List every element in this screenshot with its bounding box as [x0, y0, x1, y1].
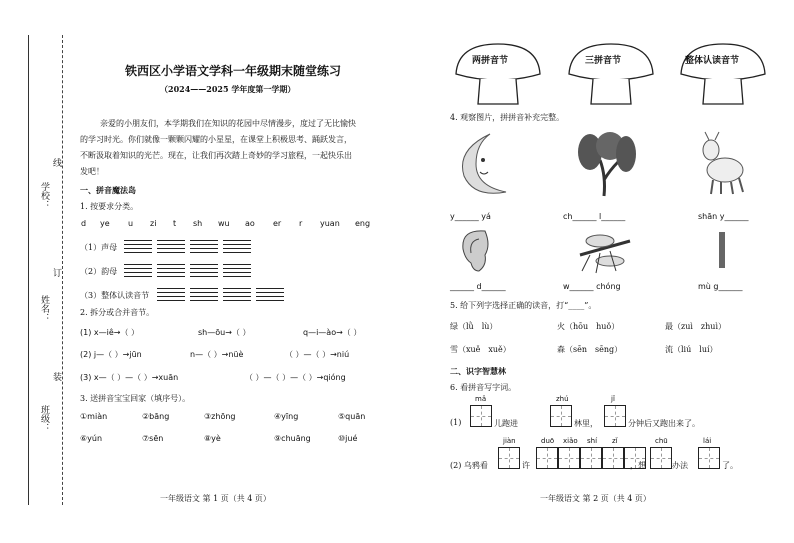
char-grid[interactable] — [580, 447, 602, 469]
mushroom-two-syllable — [450, 40, 546, 112]
question-2: 2. 拆分或合并音节。 — [80, 308, 155, 317]
pinyin-label: jǐ — [611, 395, 615, 403]
line-2-text-c: ，想 — [630, 461, 646, 470]
blank-5[interactable]: w______ chóng — [563, 282, 621, 291]
blank-6[interactable]: mù g______ — [698, 282, 743, 291]
char-grid[interactable] — [558, 447, 580, 469]
category-finals: （2）韵母 — [80, 267, 118, 276]
option-item: ⑧yè — [204, 434, 221, 443]
mushroom-label-1: 两拼音节 — [472, 56, 509, 66]
question-4: 4. 观察图片，拼拼音补充完整。 — [450, 113, 565, 122]
char-grid[interactable] — [650, 447, 672, 469]
split-row-2b: n—（ ）→nüè — [190, 350, 244, 359]
writing-lines[interactable] — [256, 288, 284, 304]
mushroom-label-3: 整体认读音节 — [685, 56, 740, 66]
line-char: 线 — [51, 158, 61, 167]
pron-choice[interactable]: 雪（xuě xuě） — [450, 345, 511, 354]
category-initials: （1）声母 — [80, 243, 118, 252]
class-label: 班级： — [39, 405, 49, 432]
blank-4[interactable]: ______ d______ — [450, 282, 506, 291]
line-1-text-a: 儿跑进 — [494, 419, 518, 428]
letter-item: u — [128, 219, 134, 228]
writing-lines[interactable] — [190, 240, 218, 256]
blank-2[interactable]: ch______ l______ — [563, 212, 626, 221]
option-item: ⑩jué — [338, 434, 358, 443]
writing-lines[interactable] — [190, 264, 218, 280]
blank-1[interactable]: y______ yá — [450, 212, 491, 221]
letter-item: yuan — [320, 219, 340, 228]
split-row-1b: sh—ōu→（ ） — [198, 328, 251, 337]
option-item: ①miàn — [80, 412, 108, 421]
letter-item: zi — [150, 219, 157, 228]
writing-lines[interactable] — [223, 288, 251, 304]
page-subtitle: （2024——2025 学年度第一学期） — [160, 84, 296, 94]
question-3: 3. 送拼音宝宝回家（填序号）。 — [80, 394, 191, 403]
line-2-text-e: 了。 — [722, 461, 738, 470]
char-grid[interactable] — [550, 405, 572, 427]
pron-choice[interactable]: 森（sēn sēng） — [557, 345, 623, 354]
goat-icon — [695, 130, 755, 198]
option-item: ⑤quān — [338, 412, 366, 421]
mosquito-icon — [570, 225, 640, 275]
option-item: ⑦sēn — [142, 434, 164, 443]
mushroom-icon — [675, 40, 771, 108]
split-row-2a: (2) j—（ ）→jūn — [80, 350, 142, 359]
letter-item: d — [81, 219, 87, 228]
char-grid[interactable] — [602, 447, 624, 469]
pinyin-label: chū — [655, 437, 668, 445]
writing-lines[interactable] — [157, 240, 185, 256]
mushroom-label-2: 三拼音节 — [585, 56, 622, 66]
option-item: ④yīng — [274, 412, 299, 421]
name-label: 姓名： — [39, 295, 49, 322]
letter-item: eng — [355, 219, 371, 228]
split-row-3a: (3) x—（ ）—（ ）→xuān — [80, 373, 179, 382]
split-row-2c: （ ）—（ ）→niú — [285, 350, 350, 359]
intro-line-3: 不断汲取着知识的光芒。现在，让我们再次踏上奇妙的学习旅程，一起快乐出 — [80, 151, 352, 160]
option-item: ⑥yún — [80, 434, 103, 443]
page-2-footer: 一年级语文 第 2 页（共 4 页） — [540, 494, 651, 503]
page-1-footer: 一年级语文 第 1 页（共 4 页） — [160, 494, 271, 503]
writing-lines[interactable] — [157, 288, 185, 304]
line-2-text-d: 办法 — [672, 461, 688, 470]
option-item: ⑨chuāng — [274, 434, 311, 443]
pinyin-label: lái — [703, 437, 712, 445]
mushroom-icon — [450, 40, 546, 108]
line-1-text-b: 林里， — [574, 419, 598, 428]
blank-3[interactable]: shān y______ — [698, 212, 749, 221]
letter-item: r — [299, 219, 303, 228]
writing-lines[interactable] — [124, 240, 152, 256]
split-row-1a: (1) x—iê→（ ） — [80, 328, 139, 337]
moon-icon — [450, 130, 510, 198]
split-row-1c: q—i—ào→（ ） — [303, 328, 362, 337]
pinyin-label: duō — [541, 437, 555, 445]
letter-item: wu — [218, 219, 230, 228]
pron-choice[interactable]: 流（liú luí） — [665, 345, 718, 354]
pinyin-label: zhú — [556, 395, 569, 403]
char-grid[interactable] — [470, 405, 492, 427]
char-grid[interactable] — [698, 447, 720, 469]
split-row-3b: （ ）—（ ）—（ ）→qióng — [245, 373, 346, 382]
line-1-text-c: 分钟后又跑出来了。 — [628, 419, 700, 428]
ear-icon — [455, 225, 495, 275]
letter-item: sh — [193, 219, 203, 228]
question-1: 1. 按要求分类。 — [80, 202, 139, 211]
letter-item: er — [273, 219, 282, 228]
pron-choice[interactable]: 火（hōu huǒ） — [557, 322, 620, 331]
intro-line-2: 的学习时光。你们就像一颗颗闪耀的小星星，在课堂上积极思考、踊跃发言， — [80, 135, 352, 144]
binding-line-2 — [28, 35, 29, 505]
question-5: 5. 给下列字选择正确的读音，打“____”。 — [450, 301, 597, 310]
pinyin-label: mǎ — [475, 395, 487, 403]
pron-choice[interactable]: 最（zuì zhuì） — [665, 322, 727, 331]
writing-lines[interactable] — [223, 264, 251, 280]
char-grid[interactable] — [498, 447, 520, 469]
line-2-text-b: 许 — [522, 461, 530, 470]
char-grid[interactable] — [536, 447, 558, 469]
zhuang-char: 装 — [51, 372, 61, 381]
pinyin-label: zǐ — [612, 437, 618, 445]
mushroom-icon — [563, 40, 659, 108]
ding-char: 订 — [51, 268, 61, 277]
school-label: 学校： — [39, 182, 49, 209]
letter-item: ao — [245, 219, 255, 228]
stick-icon — [716, 232, 730, 270]
writing-lines[interactable] — [124, 264, 152, 280]
pinyin-label: xiǎo — [563, 437, 578, 445]
mushroom-three-syllable — [563, 40, 659, 112]
option-item: ③zhōng — [204, 412, 236, 421]
category-whole-syllables: （3）整体认读音节 — [80, 291, 150, 300]
char-grid[interactable] — [604, 405, 626, 427]
pinyin-label: jiàn — [503, 437, 516, 445]
intro-line-4: 发吧！ — [80, 167, 104, 176]
page-title: 铁西区小学语文学科一年级期末随堂练习 — [125, 64, 342, 78]
section-2-title: 二、识字智慧林 — [450, 367, 506, 376]
intro-line-1: 亲爱的小朋友们，本学期我们在知识的花园中尽情漫步，度过了无比愉快 — [100, 119, 356, 128]
writing-lines[interactable] — [223, 240, 251, 256]
writing-lines[interactable] — [190, 288, 218, 304]
mushroom-whole-syllable — [675, 40, 771, 112]
line-1-num: (1) — [450, 418, 462, 427]
question-6: 6. 看拼音写字词。 — [450, 383, 517, 392]
willow-tree-icon — [570, 130, 640, 198]
option-item: ②bāng — [142, 412, 170, 421]
pron-choice[interactable]: 绿（lǜ lù） — [450, 322, 498, 331]
writing-lines[interactable] — [157, 264, 185, 280]
letter-item: ye — [100, 219, 110, 228]
pinyin-label: shí — [587, 437, 598, 445]
letter-item: t — [173, 219, 177, 228]
section-1-title: 一、拼音魔法岛 — [80, 186, 136, 195]
line-2-text-a: (2) 乌鸦看 — [450, 461, 488, 470]
